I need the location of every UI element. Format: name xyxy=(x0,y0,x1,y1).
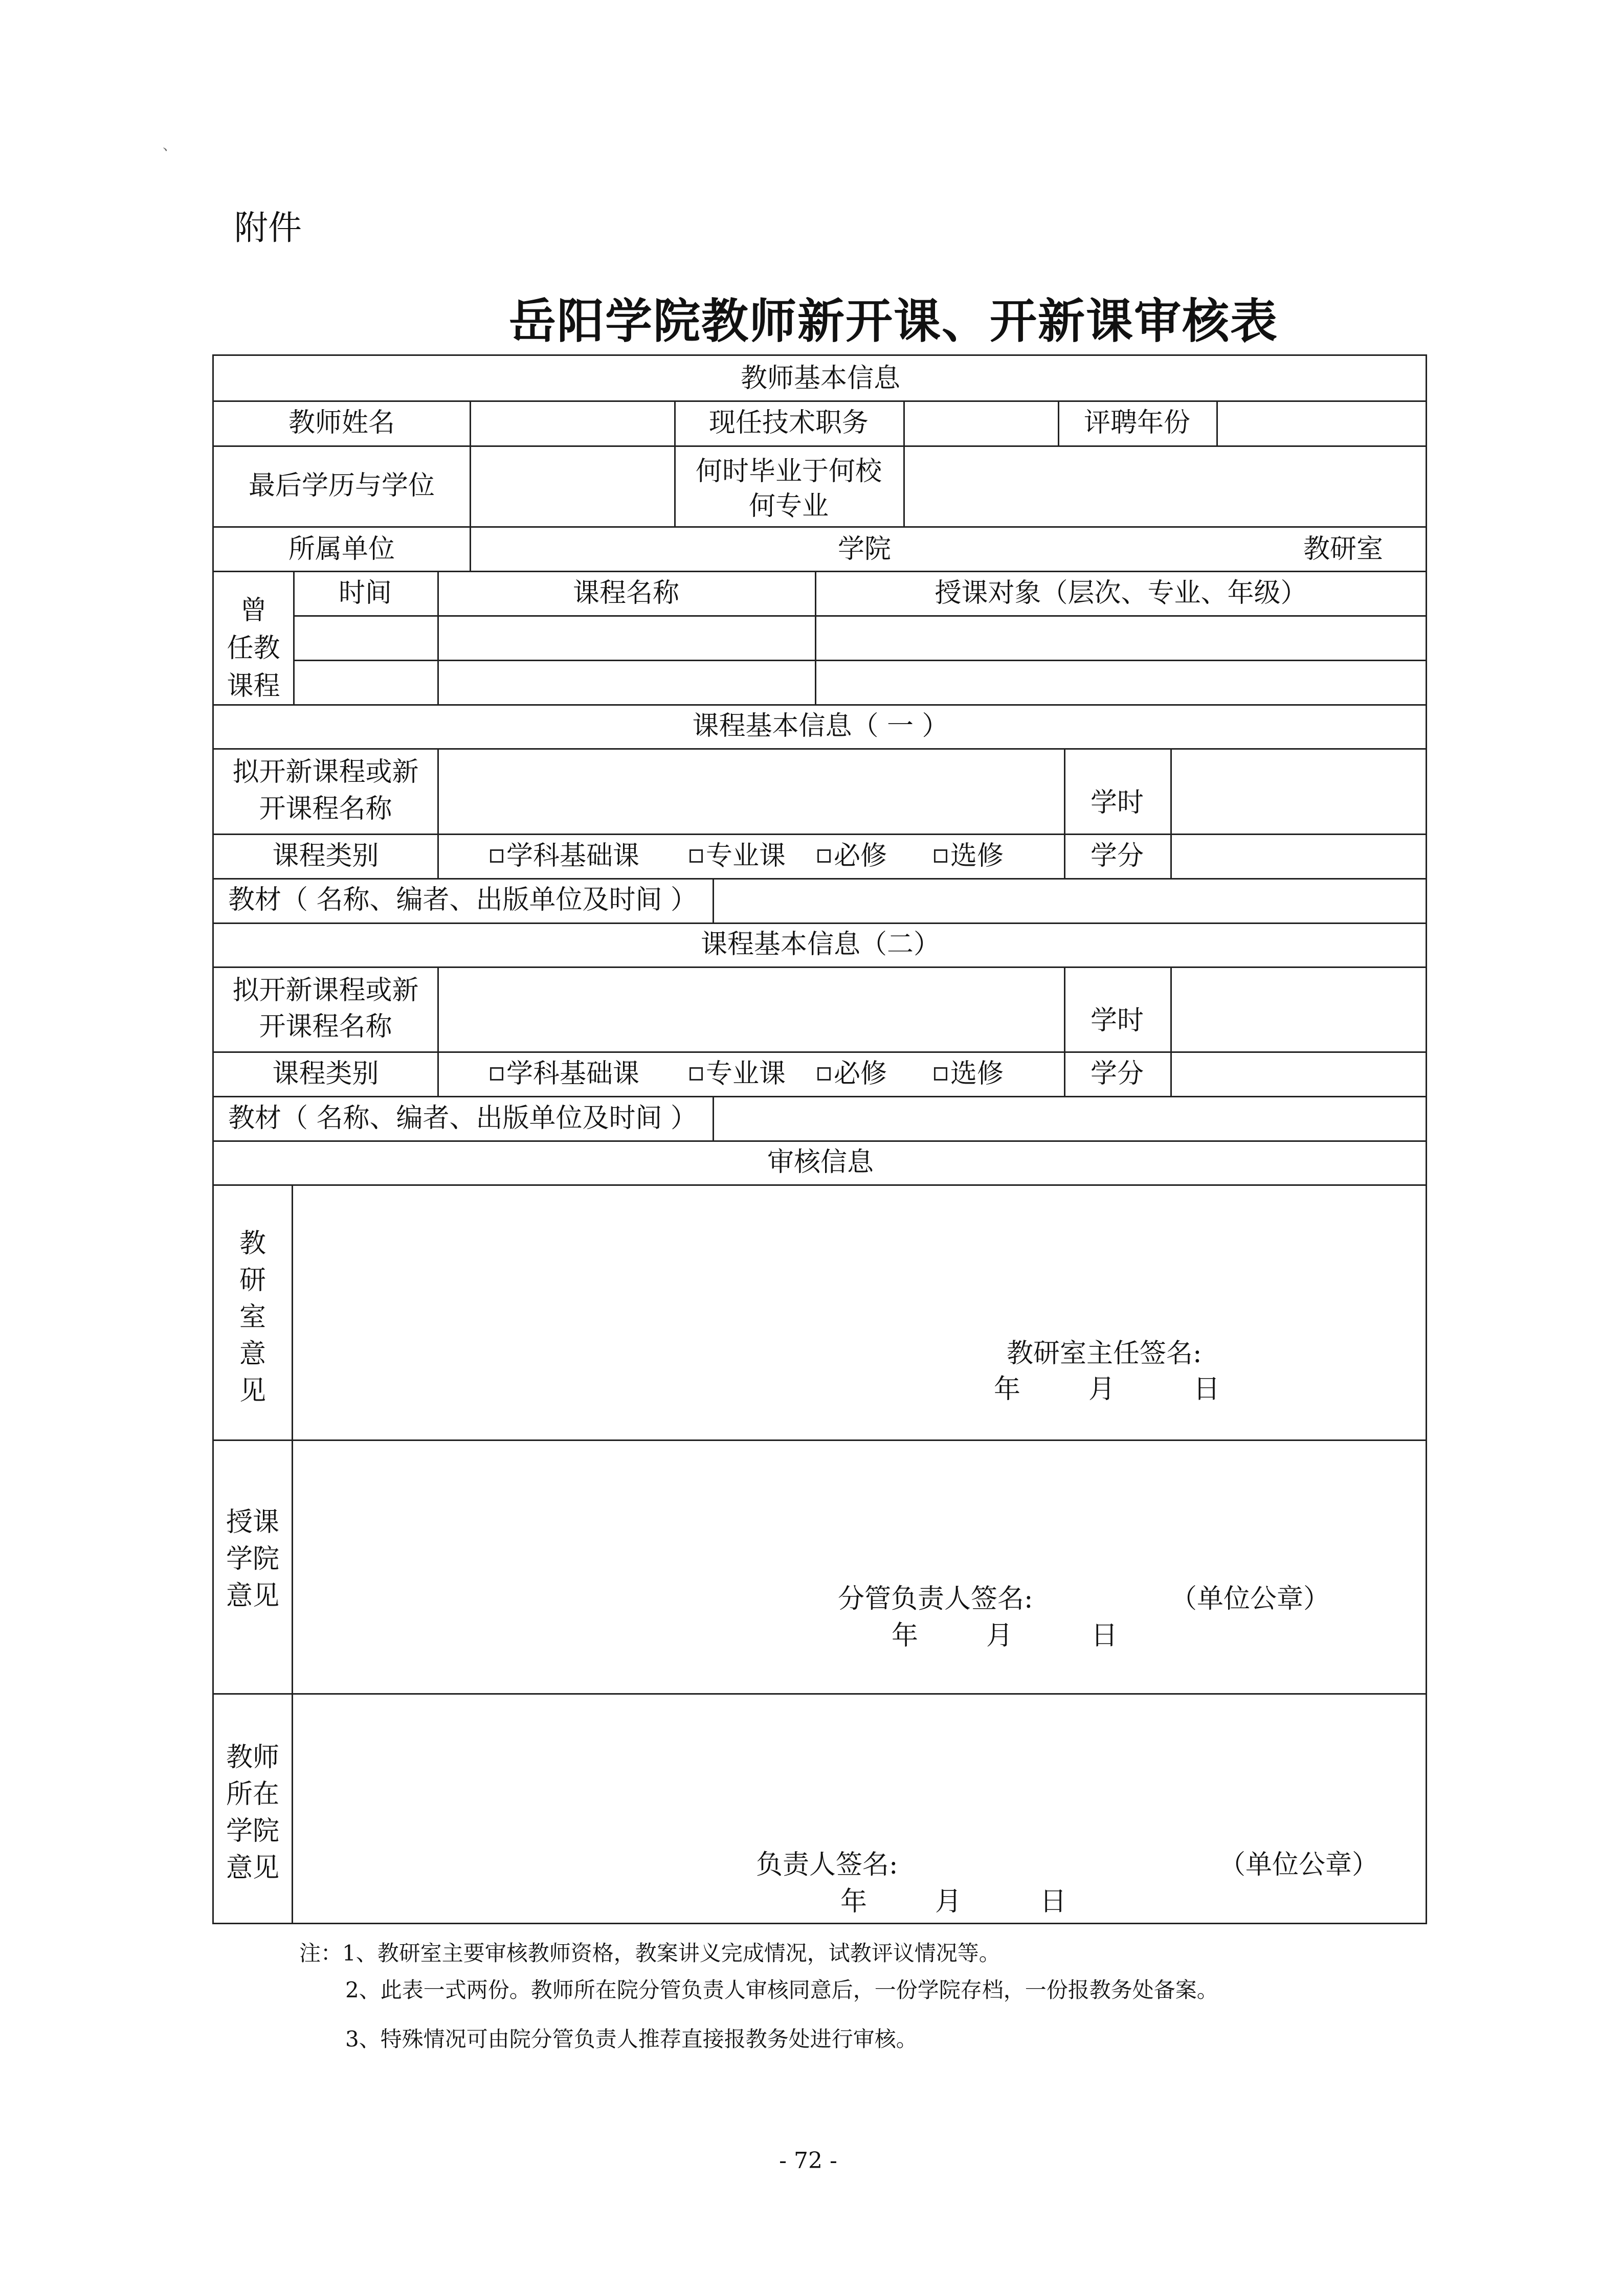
course1-option-basic[interactable]: 学科基础课 xyxy=(490,838,639,874)
office-opinion-label-3: 室 xyxy=(239,1302,266,1333)
attachment-label: 附件 xyxy=(234,208,302,247)
checkbox-icon xyxy=(490,1067,503,1081)
home-opinion-label-2: 所在 xyxy=(226,1779,279,1810)
note-1: 注：1、教研室主要审核教师资格，教案讲义完成情况，试教评议情况等。 xyxy=(299,1941,1000,1966)
past-courses-label-1: 曾 xyxy=(240,595,267,626)
graduation-label-line1: 何时毕业于何校 xyxy=(695,456,882,487)
home-date-month: 月 xyxy=(935,1886,962,1917)
technical-title-label: 现任技术职务 xyxy=(708,408,869,438)
appointment-year-label: 评聘年份 xyxy=(1083,408,1190,438)
office-date-day: 日 xyxy=(1193,1374,1220,1405)
checkbox-icon xyxy=(934,849,947,863)
degree-label: 最后学历与学位 xyxy=(248,470,435,501)
corner-mark: 、 xyxy=(163,137,177,153)
note-3: 3、特殊情况可由院分管负责人推荐直接报教务处进行审核。 xyxy=(345,2027,918,2052)
course2-hours-label: 学时 xyxy=(1090,1005,1144,1036)
home-opinion-label-3: 学院 xyxy=(226,1816,279,1847)
course1-name-label-1: 拟开新课程或新 xyxy=(232,757,419,787)
office-opinion-label-4: 意 xyxy=(239,1339,266,1369)
section-course-1: 课程基本信息（ 一 ） xyxy=(692,711,949,741)
office-opinion-label-2: 研 xyxy=(239,1265,266,1296)
course1-credit-label: 学分 xyxy=(1090,841,1144,871)
home-opinion-label-4: 意见 xyxy=(226,1853,279,1883)
college-date-month: 月 xyxy=(986,1620,1013,1651)
past-courses-label-3: 课程 xyxy=(227,671,280,702)
college-opinion-label-1: 授课 xyxy=(226,1507,279,1538)
checkbox-icon xyxy=(689,849,703,863)
course1-option-major[interactable]: 专业课 xyxy=(689,838,786,874)
college-signature-label: 分管负责人签名: xyxy=(838,1584,1033,1614)
course2-name-label-2: 开课程名称 xyxy=(259,1011,392,1042)
office-opinion-label-5: 见 xyxy=(239,1376,266,1406)
college-opinion-label-2: 学院 xyxy=(226,1544,279,1574)
office-opinion-label-1: 教 xyxy=(239,1228,266,1259)
home-date-day: 日 xyxy=(1040,1886,1067,1917)
checkbox-icon xyxy=(817,1067,831,1081)
checkbox-icon xyxy=(689,1067,703,1081)
section-review: 审核信息 xyxy=(767,1147,874,1178)
checkbox-icon xyxy=(934,1067,947,1081)
page-number: - 72 - xyxy=(779,2148,837,2174)
course1-textbook-label: 教材（ 名称、编者、出版单位及时间 ） xyxy=(228,885,698,915)
course1-option-elective[interactable]: 选修 xyxy=(934,838,1004,874)
unit-label: 所属单位 xyxy=(288,534,395,565)
col-course-name: 课程名称 xyxy=(572,578,679,609)
home-seal-label: （单位公章） xyxy=(1219,1850,1379,1880)
college-opinion-label-3: 意见 xyxy=(226,1581,279,1611)
course1-name-label-2: 开课程名称 xyxy=(259,794,392,824)
section-teacher-info: 教师基本信息 xyxy=(740,363,900,394)
course1-option-required[interactable]: 必修 xyxy=(817,838,887,874)
col-target: 授课对象（层次、专业、年级） xyxy=(935,578,1307,609)
home-opinion-label-1: 教师 xyxy=(226,1742,279,1773)
course2-credit-label: 学分 xyxy=(1090,1059,1144,1089)
office-date-year: 年 xyxy=(994,1374,1021,1405)
course1-hours-label: 学时 xyxy=(1090,787,1144,818)
office-director-signature-label: 教研室主任签名: xyxy=(1007,1338,1202,1369)
home-date-year: 年 xyxy=(840,1886,867,1917)
college-date-day: 日 xyxy=(1091,1620,1118,1651)
course2-option-required[interactable]: 必修 xyxy=(817,1055,887,1092)
college-date-year: 年 xyxy=(892,1620,919,1651)
course2-name-label-1: 拟开新课程或新 xyxy=(232,975,419,1006)
course2-option-basic[interactable]: 学科基础课 xyxy=(490,1055,639,1092)
course2-type-label: 课程类别 xyxy=(272,1059,379,1089)
course1-type-label: 课程类别 xyxy=(272,841,379,871)
note-2: 2、此表一式两份。教师所在院分管负责人审核同意后，一份学院存档，一份报教务处备案。 xyxy=(345,1977,1218,2002)
teacher-name-label: 教师姓名 xyxy=(288,408,395,438)
past-courses-label-2: 任教 xyxy=(227,633,280,664)
course2-option-elective[interactable]: 选修 xyxy=(934,1055,1004,1092)
college-seal-label: （单位公章） xyxy=(1170,1584,1330,1614)
col-time: 时间 xyxy=(338,578,392,609)
college-label: 学院 xyxy=(838,534,892,565)
home-signature-label: 负责人签名: xyxy=(756,1850,898,1880)
office-label: 教研室 xyxy=(1303,534,1384,565)
checkbox-icon xyxy=(817,849,831,863)
form-title: 岳阳学院教师新开课、开新课审核表 xyxy=(509,294,1279,349)
office-date-month: 月 xyxy=(1088,1374,1116,1405)
review-form xyxy=(212,354,1427,1924)
checkbox-icon xyxy=(490,849,503,863)
course2-option-major[interactable]: 专业课 xyxy=(689,1055,786,1092)
section-course-2: 课程基本信息（二） xyxy=(700,929,940,960)
course2-textbook-label: 教材（ 名称、编者、出版单位及时间 ） xyxy=(228,1103,698,1134)
graduation-label-line2: 何专业 xyxy=(748,491,829,522)
